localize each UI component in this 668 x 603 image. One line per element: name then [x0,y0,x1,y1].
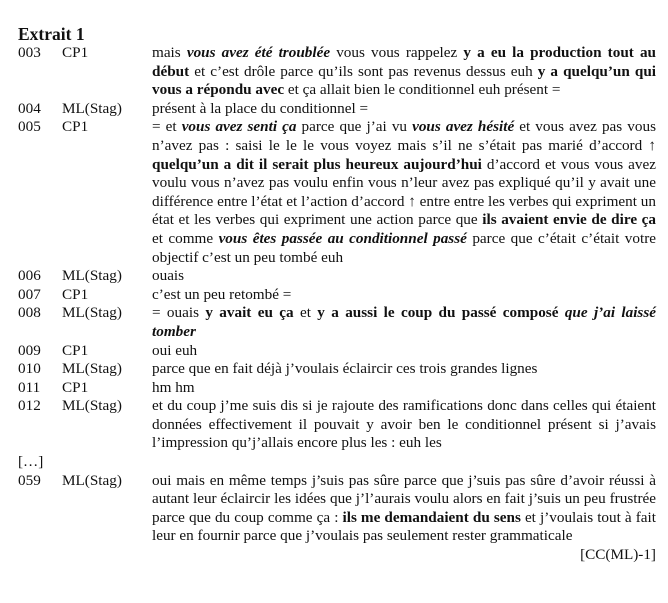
speaker-label: CP1 [62,118,89,136]
transcript-turn [18,342,656,361]
speaker-label: ML(Stag) [62,360,122,378]
speaker-label: CP1 [62,341,89,359]
turn-text [152,342,656,361]
source-reference: [CC(ML)-1] [580,546,656,564]
turn-number: 006 [18,267,41,285]
turn-number: 011 [18,378,41,396]
turn-text [152,472,656,546]
text-segment: = ouais [152,304,206,322]
transcript-turn [18,379,656,398]
bold-segment: ils avaient envie de dire ça [482,211,656,229]
turn-text [152,286,656,305]
text-segment: = et [152,118,182,136]
transcript-turn [18,100,656,119]
turns-list [18,44,656,453]
transcript-extract [18,24,656,565]
turn-text [152,100,656,119]
bold-italic-segment: que j’ai laissé tomber [152,304,656,340]
speaker-label: ML(Stag) [62,267,122,285]
bold-segment: y avait eu ça [205,304,294,322]
transcript-turn [18,267,656,286]
transcript-turn [18,472,656,546]
extract-title: Extrait 1 [18,24,85,44]
text-segment: et ça allait bien le conditionnel euh présent = [284,81,561,99]
text-segment: vous vous rappelez [330,44,464,61]
transcript-turn [18,118,656,267]
bold-segment: y a aussi le coup du passé composé [317,304,559,322]
bold-segment: ils me demandaient du sens [342,508,521,526]
text-segment: oui euh [152,341,198,359]
speaker-label: CP1 [62,378,89,396]
turn-number: 004 [18,99,41,117]
turn-text [152,118,656,267]
turn-number: 059 [18,471,41,489]
ellipsis-marker: […] [18,453,44,471]
speaker-label: ML(Stag) [62,304,122,322]
transcript-turn [18,360,656,379]
text-segment: c’est un peu retombé = [152,285,292,303]
speaker-label: CP1 [62,285,89,303]
text-segment: et c’est drôle parce qu’ils sont pas revenus dessus euh [189,62,538,80]
bold-segment: y a quelqu’un qui vous a répondu avec [152,62,656,99]
turn-number: 008 [18,304,41,322]
turn-number: 012 [18,397,41,415]
bold-italic-segment: vous avez hésité [412,118,515,136]
text-segment: mais [152,44,187,61]
speaker-label: ML(Stag) [62,99,122,117]
turn-text [152,379,656,398]
turn-number: 007 [18,285,41,303]
speaker-label: ML(Stag) [62,471,122,489]
text-segment: et [293,304,318,322]
bold-segment: y a eu la production tout au début [152,44,657,80]
bold-italic-segment: vous êtes passée au conditionnel passé [218,229,467,247]
text-segment: ouais [152,267,185,285]
bold-italic-segment: vous avez été troublée [186,44,331,61]
transcript-turn [18,44,656,100]
bold-italic-segment: vous avez senti ça [181,118,297,136]
bold-segment: quelqu’un a dit il serait plus heureux aujourd’hui [152,155,482,173]
text-segment: parce que c’était c’était votre objectif c’est un peu tombé euh [152,229,656,266]
speaker-label: CP1 [62,44,89,61]
text-segment: d’accord et vous vous avez voulu vous n’avez pas voulu enfin vous n’leur avez pas expliqué qu’il y avait une différence entre l’état et l’action d’accord ↑ entre entre les verbes qui expriment un état et les verbes qui expriment une action parce que [152,155,657,229]
transcript-turn [18,304,656,341]
speaker-label: ML(Stag) [62,397,122,415]
turns-list-continued [18,472,656,546]
transcript-turn [18,286,656,305]
turn-number: 003 [18,44,41,61]
turn-number: 005 [18,118,41,136]
text-segment: parce que en fait déjà j’voulais éclaircir ces trois grandes lignes [152,360,538,378]
turn-number: 010 [18,360,41,378]
turn-text [152,304,656,341]
text-segment: et vous avez pas vous n’avez pas : saisi le le le vous voyez mais s’il ne s’était pas marié d’accord ↑ [152,118,656,154]
text-segment: oui mais en même temps j’suis pas sûre parce que j’suis pas sûre d’avoir réussi à autant leur éclaircir les idées que j’l’aurais voulu alors en fait j’suis un peu frustrée parce que du coup comme ça : [152,471,656,526]
turn-text [152,397,656,453]
text-segment: et j’voulais tout à fait leur en fournir parce que j’voulais pas seulement rester grammaticale [152,508,656,545]
turn-text [152,360,656,379]
text-segment: hm hm [152,378,195,396]
text-segment: parce que j’ai vu [296,118,413,136]
turn-text [152,267,656,286]
text-segment: et du coup j’me suis dis si je rajoute des ramifications donc dans celles qui étaient données effectivement il pouvait y avoir ben le conditionnel présent si j’avais l’impression qu’j’allais encore plus les : euh les [152,397,656,452]
text-segment: présent à la place du conditionnel = [152,99,369,117]
turn-text [152,44,656,100]
text-segment: et comme [152,229,219,247]
turn-number: 009 [18,341,41,359]
transcript-turn [18,397,656,453]
